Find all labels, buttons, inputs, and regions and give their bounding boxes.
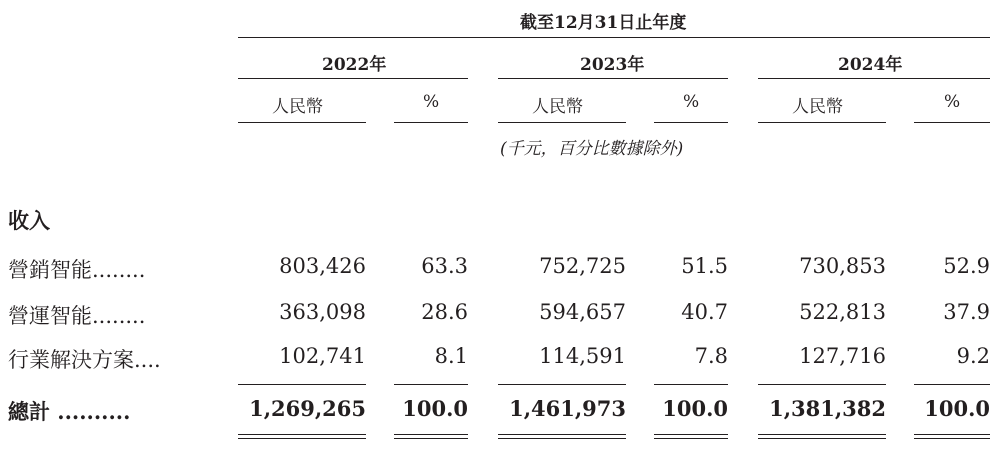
subtotal-rule-2023-rmb	[498, 384, 626, 385]
total-label: 總計 ..........	[8, 399, 131, 424]
value-cell: 730,853	[799, 254, 886, 278]
period-rule	[238, 37, 990, 38]
value-cell: 40.7	[681, 300, 728, 324]
currency-rule-2022	[238, 122, 366, 123]
currency-header-2023: 人民幣	[532, 97, 583, 117]
double-rule-2022-rmb-a	[238, 434, 366, 435]
total-value: 1,381,382	[769, 396, 886, 421]
total-value: 100.0	[662, 396, 728, 421]
subtotal-rule-2022-pct	[394, 384, 468, 385]
value-cell: 522,813	[799, 300, 886, 324]
percent-header-2024: %	[944, 92, 961, 112]
value-cell: 114,591	[539, 344, 626, 368]
percent-header-2023: %	[683, 92, 700, 112]
total-value: 1,269,265	[249, 396, 366, 421]
subtotal-rule-2024-rmb	[758, 384, 886, 385]
percent-rule-2024	[914, 122, 990, 123]
value-cell: 8.1	[434, 344, 468, 368]
value-cell: 363,098	[279, 300, 366, 324]
double-rule-2023-pct-b	[654, 438, 728, 439]
period-header: 截至12月31日止年度	[520, 13, 687, 33]
row-label: 營銷智能........	[8, 258, 146, 282]
total-value: 1,461,973	[509, 396, 626, 421]
currency-header-2022: 人民幣	[272, 97, 323, 117]
value-cell: 102,741	[279, 344, 366, 368]
year-2023-rule	[498, 78, 728, 79]
value-cell: 51.5	[681, 254, 728, 278]
currency-header-2024: 人民幣	[792, 97, 843, 117]
double-rule-2022-pct-b	[394, 438, 468, 439]
value-cell: 127,716	[799, 344, 886, 368]
subtotal-rule-2023-pct	[654, 384, 728, 385]
double-rule-2024-rmb-b	[758, 438, 886, 439]
year-2022-header: 2022年	[322, 55, 387, 75]
double-rule-2023-pct-a	[654, 434, 728, 435]
subtotal-rule-2024-pct	[914, 384, 990, 385]
percent-rule-2022	[394, 122, 468, 123]
total-value: 100.0	[402, 396, 468, 421]
year-2022-rule	[238, 78, 468, 79]
row-label: 行業解決方案....	[8, 348, 161, 372]
double-rule-2023-rmb-a	[498, 434, 626, 435]
unit-note: (千元，百分比數據除外)	[500, 139, 684, 159]
value-cell: 37.9	[943, 300, 990, 324]
value-cell: 752,725	[539, 254, 626, 278]
value-cell: 9.2	[956, 344, 990, 368]
value-cell: 7.8	[694, 344, 728, 368]
year-2024-rule	[758, 78, 990, 79]
double-rule-2022-pct-a	[394, 434, 468, 435]
double-rule-2023-rmb-b	[498, 438, 626, 439]
double-rule-2022-rmb-b	[238, 438, 366, 439]
subtotal-rule-2022-rmb	[238, 384, 366, 385]
section-title: 收入	[8, 208, 50, 233]
value-cell: 63.3	[421, 254, 468, 278]
year-2024-header: 2024年	[838, 55, 903, 75]
value-cell: 803,426	[279, 254, 366, 278]
currency-rule-2024	[758, 122, 886, 123]
value-cell: 594,657	[539, 300, 626, 324]
double-rule-2024-pct-a	[914, 434, 990, 435]
currency-rule-2023	[498, 122, 626, 123]
row-label: 營運智能........	[8, 304, 146, 328]
value-cell: 28.6	[421, 300, 468, 324]
double-rule-2024-pct-b	[914, 438, 990, 439]
year-2023-header: 2023年	[580, 55, 645, 75]
value-cell: 52.9	[943, 254, 990, 278]
percent-rule-2023	[654, 122, 728, 123]
total-value: 100.0	[924, 396, 990, 421]
percent-header-2022: %	[423, 92, 440, 112]
double-rule-2024-rmb-a	[758, 434, 886, 435]
